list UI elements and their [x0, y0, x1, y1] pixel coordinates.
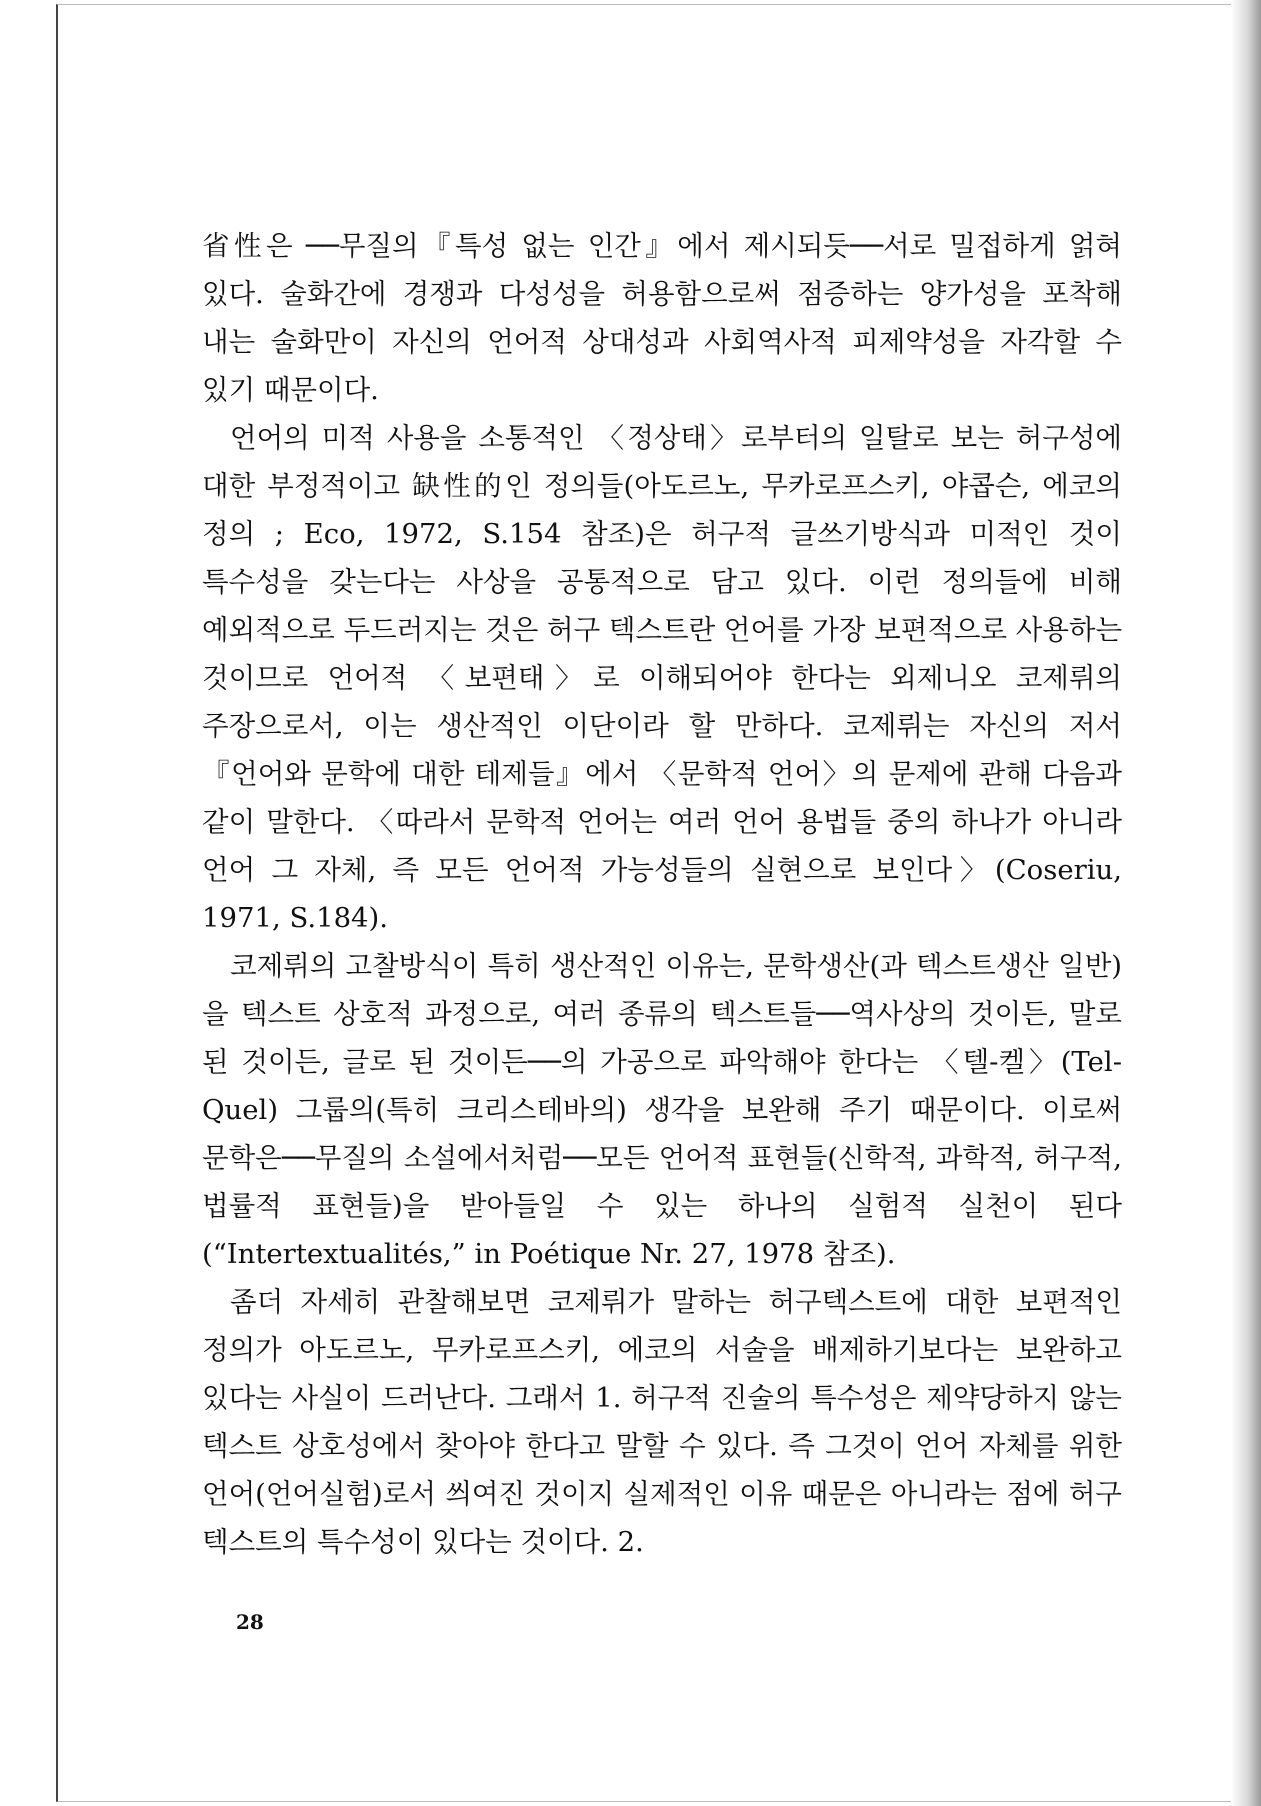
paragraph-4: 좀더 자세히 관찰해보면 코제뤼가 말하는 허구텍스트에 대한 보편적인 정의가 아도르노, 무카로프스키, 에코의 서술을 배제하기보다는 보완하고 있다는 사실이 드러난다. 그래서 1. 허구적 진술의 특수성은 제약당하지 않는 텍스트 상호성에서 찾아야 한다고 말할 수 있다. 즉 그것이 언어 자체를 위한 언어(언어실험)로서 씌여진 것이지 실제적인 이유 때문은 아니라는 점에 허구 텍스트의 특수성이 있다는 것이다. 2.: [202, 1286, 1122, 1558]
paragraph-3: 코제뤼의 고찰방식이 특히 생산적인 이유는, 문학생산(과 텍스트생산 일반)을 텍스트 상호적 과정으로, 여러 종류의 텍스트들──역사상의 것이든, 말로 된 것이든, 글로 된 것이든──의 가공으로 파악해야 한다는 〈텔-켈〉(Tel-Quel) 그룹의(특히 크리스테바의) 생각을 보완해 주기 때문이다. 이로써 문학은──무질의 소설에서처럼──모든 언어적 표현들(신학적, 과학적, 허구적, 법률적 표현들)을 받아들일 수 있는 하나의 실험적 실천이 된다(“Intertextualités,” in Poétique Nr. 27, 1978 참조).: [202, 950, 1122, 1270]
paragraph-1: 省性은 ──무질의『특성 없는 인간』에서 제시되듯──서로 밀접하게 얽혀 있다. 술화간에 경쟁과 다성성을 허용함으로써 점증하는 양가성을 포착해 내는 술화만이 자신의 언어적 상대성과 사회역사적 피제약성을 자각할 수 있기 때문이다.: [202, 230, 1122, 406]
paragraph-2: 언어의 미적 사용을 소통적인 〈정상태〉로부터의 일탈로 보는 허구성에 대한 부정적이고 缺性的인 정의들(아도르노, 무카로프스키, 야콥슨, 에코의 정의 ; Eco, 1972, S.154 참조)은 허구적 글쓰기방식과 미적인 것이 특수성을 갖는다는 사상을 공통적으로 담고 있다. 이런 정의들에 비해 예외적으로 두드러지는 것은 허구 텍스트란 언어를 가장 보편적으로 사용하는 것이므로 언어적 〈보편태〉로 이해되어야 한다는 외제니오 코제뤼의 주장으로서, 이는 생산적인 이단이라 할 만하다. 코제뤼는 자신의 저서『언어와 문학에 대한 테제들』에서 〈문학적 언어〉의 문제에 관해 다음과 같이 말한다. 〈따라서 문학적 언어는 여러 언어 용법들 중의 하나가 아니라 언어 그 자체, 즉 모든 언어적 가능성들의 실현으로 보인다〉(Coseriu, 1971, S.184).: [202, 422, 1123, 934]
page-edge-shadow: [1231, 0, 1261, 1806]
body-text: [202, 222, 1122, 1566]
page-number: 28: [236, 1610, 264, 1634]
